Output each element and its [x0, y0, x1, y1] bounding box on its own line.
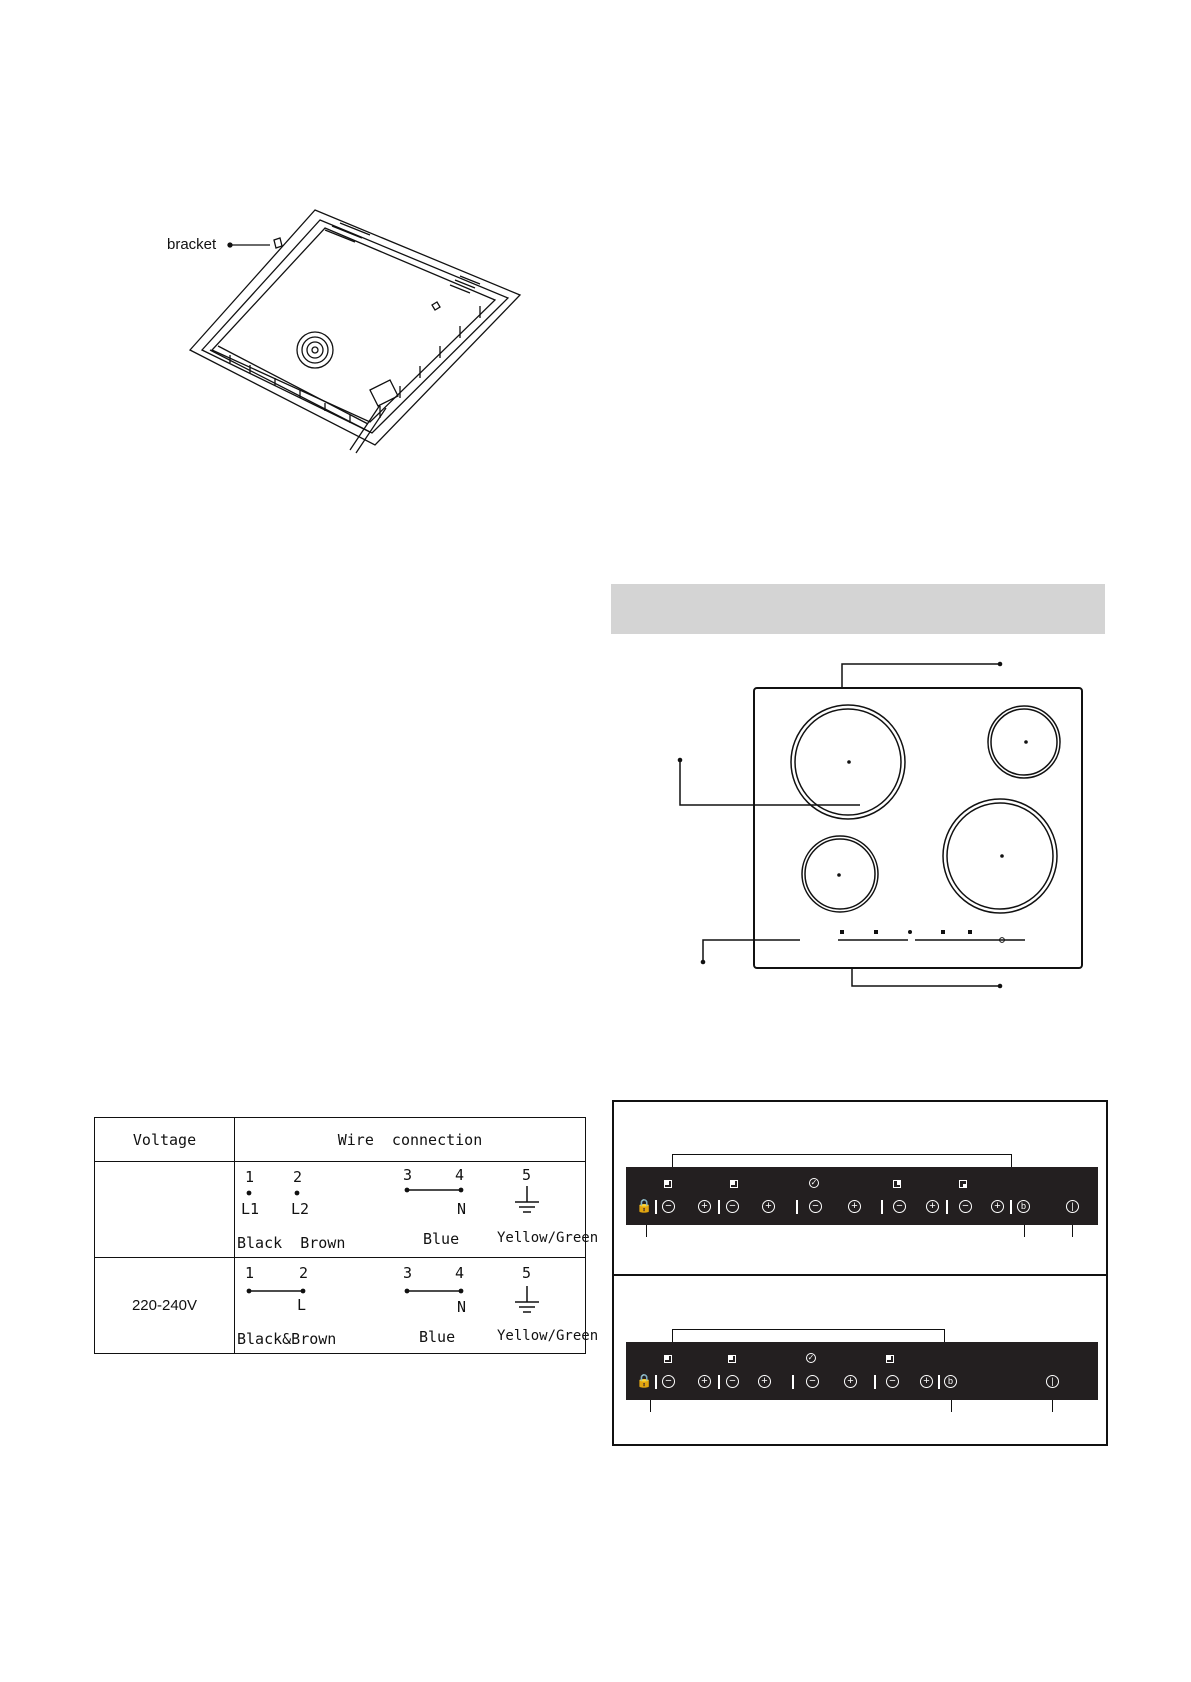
- control-panel-figures: [612, 1100, 1108, 1446]
- voltage-cell: 220-240V: [95, 1258, 235, 1354]
- plus-icon[interactable]: +: [920, 1375, 933, 1388]
- zone-indicator-icon: [664, 1180, 672, 1188]
- wiring-diagram: [235, 1162, 585, 1257]
- bracket-label: bracket: [167, 236, 217, 253]
- timer-icon: ✓: [810, 1178, 818, 1187]
- ground-icon: [515, 1186, 539, 1212]
- plus-icon[interactable]: +: [758, 1375, 771, 1388]
- wire-color-label: Yellow/Green: [497, 1328, 599, 1344]
- hob-underside-drawing: [150, 200, 530, 460]
- voltage-cell: [95, 1162, 235, 1258]
- neutral-label: N: [457, 1200, 467, 1218]
- zone-indicator-icon: [886, 1355, 894, 1363]
- boost-icon[interactable]: b: [944, 1375, 957, 1388]
- panel-divider: [614, 1274, 1106, 1276]
- phase-label: L2: [291, 1200, 310, 1218]
- zone-indicator-icon: [664, 1355, 672, 1363]
- plus-icon[interactable]: +: [991, 1200, 1004, 1213]
- table-row: [95, 1162, 586, 1258]
- terminal-label: 2: [293, 1168, 303, 1186]
- minus-icon[interactable]: −: [886, 1375, 899, 1388]
- terminal-label: 2: [299, 1264, 309, 1282]
- neutral-label: N: [457, 1298, 467, 1316]
- terminal-label: 3: [403, 1264, 413, 1282]
- terminal-label: 4: [455, 1166, 465, 1184]
- minus-icon[interactable]: −: [959, 1200, 972, 1213]
- section-heading-band: [611, 584, 1105, 634]
- zone-indicator-icon: [959, 1180, 967, 1188]
- phase-label: L1: [241, 1200, 260, 1218]
- minus-icon[interactable]: −: [726, 1375, 739, 1388]
- zone-indicator-icon: [730, 1180, 738, 1188]
- plus-icon[interactable]: +: [698, 1375, 711, 1388]
- terminal-label: 3: [403, 1166, 413, 1184]
- minus-icon[interactable]: −: [662, 1375, 675, 1388]
- terminal-label: 5: [522, 1264, 532, 1282]
- lock-icon[interactable]: 🔒: [636, 1373, 653, 1388]
- phase-label: L: [297, 1296, 307, 1314]
- plus-icon[interactable]: +: [844, 1375, 857, 1388]
- lock-icon[interactable]: 🔒: [636, 1198, 653, 1213]
- wire-color-label: Black&Brown: [237, 1330, 337, 1348]
- minus-icon[interactable]: −: [662, 1200, 675, 1213]
- minus-icon[interactable]: −: [726, 1200, 739, 1213]
- wire-cell: [235, 1162, 599, 1258]
- plus-icon[interactable]: +: [848, 1200, 861, 1213]
- control-panel-4-zone: [626, 1342, 1098, 1400]
- terminal-label: 1: [245, 1264, 255, 1282]
- wire-color-label: Black Brown: [237, 1234, 346, 1252]
- zone-indicator-icon: [893, 1180, 901, 1188]
- terminal-label: 5: [522, 1166, 532, 1184]
- boost-icon[interactable]: b: [1017, 1200, 1030, 1213]
- wire-color-label: Yellow/Green: [497, 1230, 599, 1246]
- minus-icon[interactable]: −: [806, 1375, 819, 1388]
- header-voltage: Voltage: [95, 1118, 235, 1162]
- wire-connection-table: [94, 1117, 599, 1354]
- power-icon[interactable]: |: [1066, 1200, 1079, 1213]
- zone-indicator-icon: [728, 1355, 736, 1363]
- minus-icon[interactable]: −: [893, 1200, 906, 1213]
- header-wire-connection: Wire connection: [235, 1118, 586, 1162]
- timer-icon: ✓: [807, 1353, 815, 1362]
- plus-icon[interactable]: +: [762, 1200, 775, 1213]
- wire-color-label: Blue: [423, 1230, 460, 1248]
- control-panel-5-zone: [626, 1167, 1098, 1225]
- plus-icon[interactable]: +: [698, 1200, 711, 1213]
- plus-icon[interactable]: +: [926, 1200, 939, 1213]
- terminal-label: 4: [455, 1264, 465, 1282]
- power-icon[interactable]: |: [1046, 1375, 1059, 1388]
- wiring-diagram: [235, 1258, 585, 1353]
- table-row: [95, 1258, 586, 1354]
- ground-icon: [515, 1286, 539, 1312]
- wire-color-label: Blue: [419, 1328, 456, 1346]
- minus-icon[interactable]: −: [809, 1200, 822, 1213]
- zone-bracket: [672, 1154, 1012, 1168]
- hob-top-view-diagram: [650, 650, 1105, 995]
- terminal-label: 1: [245, 1168, 255, 1186]
- zone-bracket: [672, 1329, 945, 1343]
- wire-cell: [235, 1258, 599, 1354]
